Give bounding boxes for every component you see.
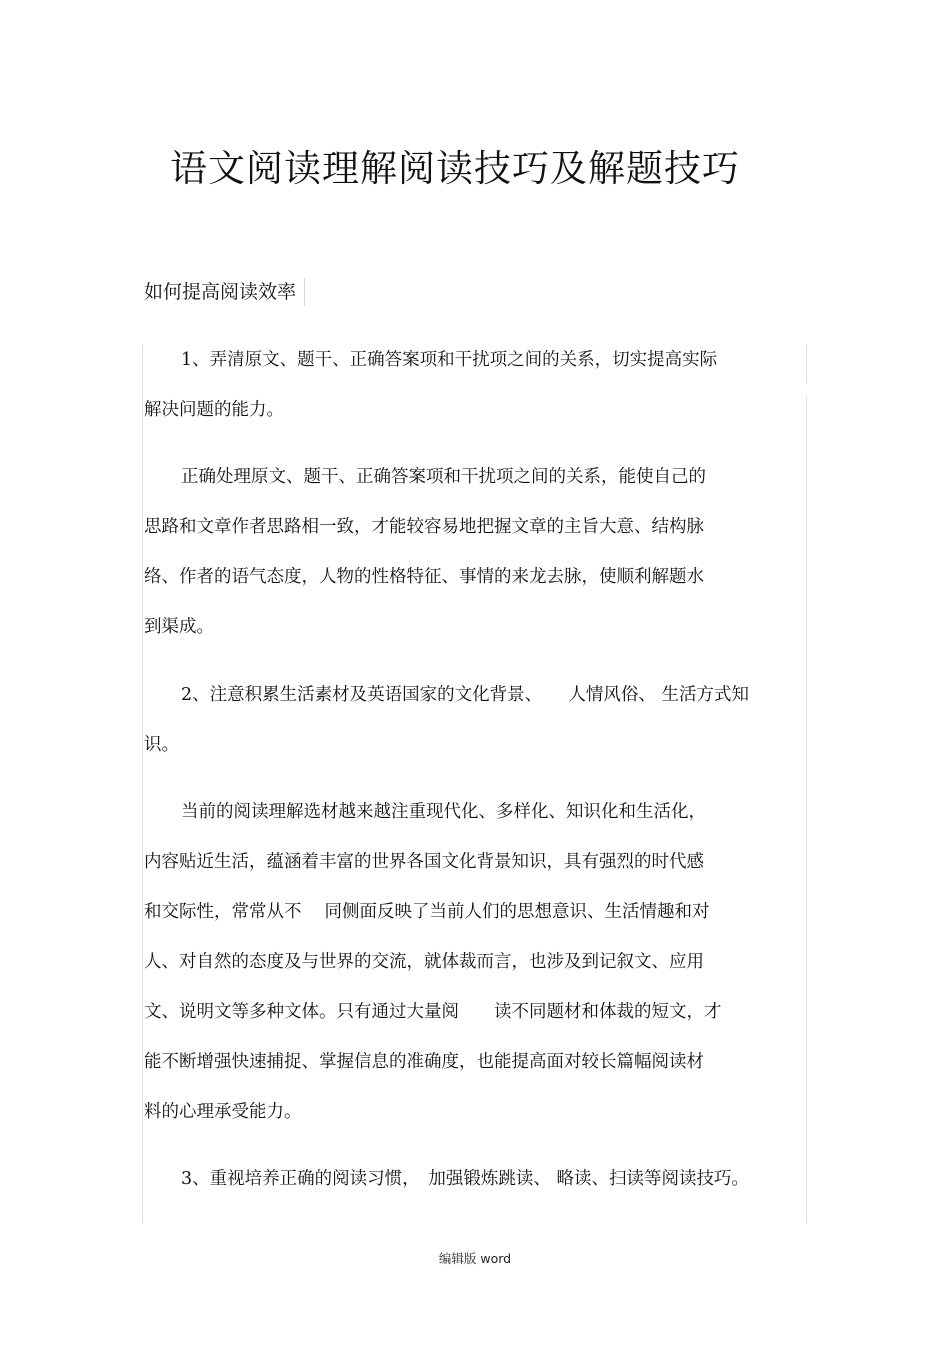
paragraph-line: 络、作者的语气态度，人物的性格特征、事情的来龙去脉，使顺利解题水 — [144, 567, 704, 587]
paragraph-line: 解决问题的能力。 — [144, 400, 284, 420]
paragraph-line: 和交际性，常常从不 同侧面反映了当前人们的思想意识、生活情趣和对 — [144, 902, 710, 922]
section-heading: 如何提高阅读效率 — [144, 278, 305, 306]
paragraph-line: 正确处理原文、题干、正确答案项和干扰项之间的关系，能使自己的 — [181, 467, 706, 487]
page-title: 语文阅读理解阅读技巧及解题技巧 — [170, 147, 740, 190]
paragraph-line: 人、对自然的态度及与世界的交流，就体裁而言，也涉及到记叙文、应用 — [144, 952, 704, 972]
paragraph-line: 料的心理承受能力。 — [144, 1102, 302, 1122]
paragraph-line: 文、说明文等多种文体。只有通过大量阅 读不同题材和体裁的短文，才 — [144, 1002, 722, 1022]
right-border-rule-top — [806, 345, 807, 383]
paragraph-line: 1、弄清原文、题干、正确答案项和干扰项之间的关系，切实提高实际 — [181, 350, 718, 370]
paragraph-line: 内容贴近生活，蕴涵着丰富的世界各国文化背景知识，具有强烈的时代感 — [144, 852, 704, 872]
paragraph-line: 思路和文章作者思路相一致，才能较容易地把握文章的主旨大意、结构脉 — [144, 517, 704, 537]
left-border-rule — [142, 345, 143, 1223]
paragraph-line: 能不断增强快速捕捉、掌握信息的准确度，也能提高面对较长篇幅阅读材 — [144, 1052, 704, 1072]
paragraph-line: 当前的阅读理解选材越来越注重现代化、多样化、知识化和生活化， — [181, 802, 706, 822]
paragraph-line: 3、重视培养正确的阅读习惯， 加强锻炼跳读、 略读、扫读等阅读技巧。 — [181, 1169, 749, 1189]
paragraph-line: 2、注意积累生活素材及英语国家的文化背景、 人情风俗、 生活方式知 — [181, 685, 749, 705]
paragraph-line: 到渠成。 — [144, 617, 214, 637]
right-border-rule — [806, 396, 807, 1223]
page-footer: 编辑版 word — [438, 1251, 512, 1266]
paragraph-line: 识。 — [144, 735, 179, 755]
